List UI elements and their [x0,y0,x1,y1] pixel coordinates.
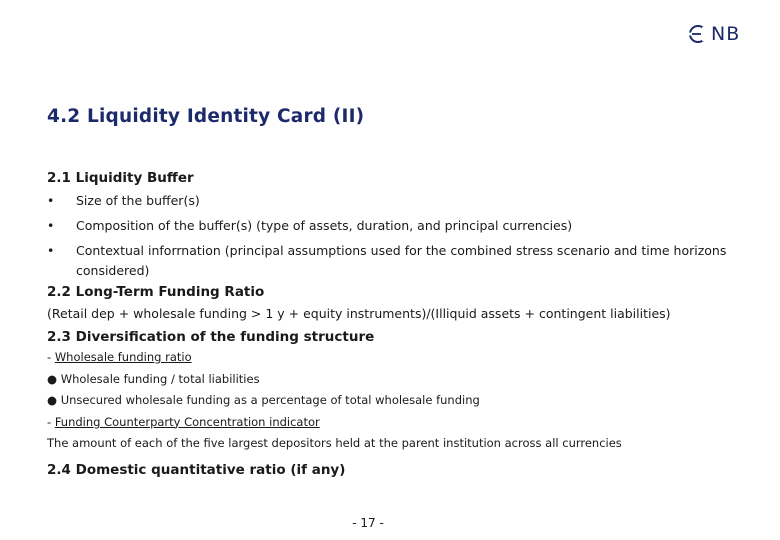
oenb-logo [688,22,740,46]
bullet-icon: • [47,193,55,208]
list-item [47,191,747,211]
list-item [47,241,747,281]
slide-content [47,168,747,480]
list-item-text: Size of the buffer(s) [76,193,200,208]
unsecured-text: Unsecured wholesale funding as a percentage of total wholesale funding [60,393,480,407]
wholesale-ratio-line [47,347,747,369]
bullet-icon: ● [47,393,58,407]
bullet-icon: ● [47,371,58,386]
bullet-icon: • [47,218,55,233]
section-heading-diversification: 2.3 Diversification of the funding structure [47,329,375,345]
liquidity-buffer-list [47,191,747,281]
counterparty-label: Funding Counterparty Concentration indicator [54,414,320,429]
wholesale-ratio-label: Wholesale funding ratio [54,350,192,364]
section-heading-domestic-ratio: 2.4 Domestic quantitative ratio (if any) [47,461,346,478]
section-heading-long-term-funding: 2.2 Long-Term Funding Ratio [47,284,265,300]
page-title: 4.2 Liquidity Identity Card (II) [47,106,365,127]
counterparty-line [47,412,747,434]
depositors-line: The amount of each of the five largest depositors held at the parent institution across all currencies [47,436,622,450]
logo-text: NB [711,23,741,45]
dash-marker: - [47,414,52,429]
wholesale-total-line [47,369,747,391]
section-heading-liquidity-buffer: 2.1 Liquidity Buffer [47,170,194,186]
list-item-text: Composition of the buffer(s) (type of assets, duration, and principal currencies) [76,218,573,233]
bullet-icon: • [47,243,55,258]
euro-circle-icon [688,24,708,44]
page-number: - 17 - [352,516,384,530]
list-item [47,216,747,236]
dash-marker: - [47,350,52,364]
unsecured-line [47,390,747,412]
list-item-text: Contextual inforrnation (principal assumptions used for the combined stress scenario and time horizons considered) [76,243,727,278]
wholesale-total-text: Wholesale funding / total liabilities [60,371,260,386]
long-term-funding-formula: (Retail dep + wholesale funding > 1 y + equity instruments)/(Illiquid assets + contingent liabilities) [47,306,671,321]
